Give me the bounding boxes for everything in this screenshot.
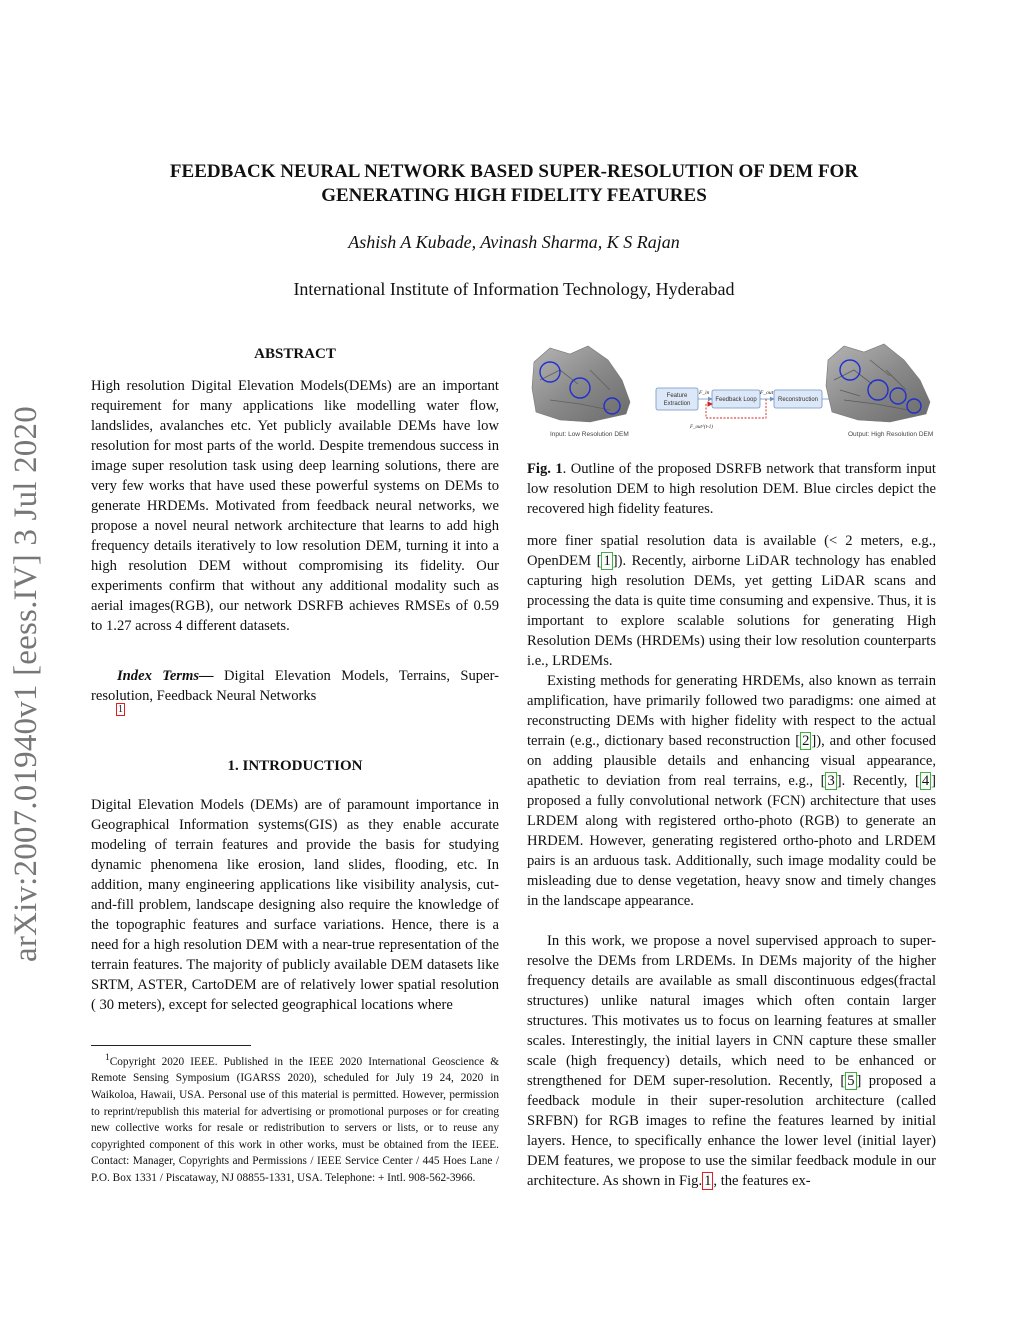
p4-text-a: In this work, we propose a novel supervised approach to super-resolve the DEMs from LRDEMs. In DEMs majority of the higher frequency details are available as small discontinuous edges(fractal structures) unlike natural images which often contain larger structures. This motivates us to focus on learning features at smaller scales. Interestingly, the initial layers in CNN capture these smaller scale (high frequency) details, which need to be enhanced or strengthened for DEM super-resolution. Recently, [	[527, 933, 936, 1089]
paper-title	[90, 160, 938, 208]
intro-paragraph-1: Digital Elevation Models (DEMs) are of paramount importance in Geographical Information systems(GIS) as they enable accurate modeling of terrain features and provide the basis for studying dynamic phenomena like erosion, land slides, flooding, etc. In addition, many engineering applications like visibility analysis, cut-and-fill problem, landscape designing also require the knowledge of the topographic features and surface variations. Hence, there is a need for a high resolution DEM with a near-true representation of the terrain features. The majority of publicly available DEM datasets like SRTM, ASTER, CartoDEM are of relatively lower spatial resolution ( 30 meters), except for selected geographical locations where	[91, 797, 499, 1013]
title-line-2: GENERATING HIGH FIDELITY FEATURES	[321, 185, 707, 206]
f-in-label: F_in	[699, 390, 710, 396]
p3-text-a: Existing methods for generating HRDEMs, also known as terrain amplification, have primarily followed two paradigms: one aimed at reconstructing DEMs with higher fidelity with respect to the actual terrain (e.g., dictionary based reconstruction [	[527, 673, 936, 749]
feedback-loop-label: Feedback Loop	[715, 397, 757, 403]
p3-text-b: ]), and other focused on adding plausible details and enhancing visual appearance, apathetic to deviation from real terrains, e.g., [	[527, 733, 936, 789]
arxiv-stamp-text: arXiv:2007.01940v1 [eess.IV] 3 Jul 2020	[8, 406, 44, 962]
arxiv-stamp	[2, 372, 50, 962]
figure-1-link[interactable]: 1	[704, 1173, 712, 1189]
p2-text-b: ]). Recently, airborne LiDAR technology has enabled capturing high resolution DEMs, yet getting LiDAR scans and processing the data is quite time consuming and expensive. Thus, it is important to explore scalable solutions for generating High Resolution DEMs (HRDEMs) using their low resolution counterparts i.e., LRDEMs.	[527, 553, 936, 669]
output-label: Output: High Resolution DEM	[848, 431, 934, 438]
p4-text-c: , the features ex-	[713, 1173, 811, 1189]
index-terms	[91, 666, 499, 706]
citation-1[interactable]: 1	[603, 553, 611, 569]
index-terms-text: Digital Elevation Models, Terrains, Super-resolution, Feedback Neural Networks	[91, 668, 499, 704]
p4-text-b: ] proposed a feedback module in their super-resolution architecture (called SRFBN) for RGB images to refine the features learned by initial layers. Hence, to specifically enhance the lower level (initial layer) DEM features, we propose to use the similar feedback module in our architecture. As shown in Fig.	[527, 1073, 936, 1189]
figure-1	[530, 340, 936, 446]
affiliation: International Institute of Information Technology, Hyderabad	[293, 279, 735, 299]
p3-text-c: ]. Recently, [	[836, 773, 920, 789]
citation-5[interactable]: 5	[847, 1073, 855, 1089]
figure-1-label: Fig. 1	[527, 461, 563, 477]
footnote-marker[interactable]	[116, 704, 125, 723]
intro-paragraph-3	[527, 671, 936, 911]
intro-heading: 1. INTRODUCTION	[227, 758, 363, 774]
reconstruction-label: Reconstruction	[777, 397, 819, 403]
intro-paragraph-2	[527, 531, 936, 671]
intro-paragraph-4	[527, 931, 936, 1191]
p2-text-a: more finer spatial resolution data is available (< 2 meters, e.g., OpenDEM [	[527, 533, 936, 569]
f-out-label: F_out	[760, 390, 774, 396]
input-terrain	[532, 346, 630, 422]
input-label: Input: Low Resolution DEM	[550, 431, 629, 438]
title-line-1: FEEDBACK NEURAL NETWORK BASED SUPER-RESOLUTION OF DEM FOR	[169, 161, 859, 182]
citation-2[interactable]: 2	[802, 733, 810, 749]
feature-extraction-label-2: Extraction	[663, 401, 691, 407]
citation-4[interactable]: 4	[921, 773, 930, 789]
f-prev-label: F_out^(t-1)	[690, 425, 713, 430]
citation-3[interactable]: 3	[827, 773, 835, 789]
copyright-footnote	[91, 1050, 499, 1187]
p3-text-d: ] proposed a fully convolutional network (FCN) architecture that uses LRDEM along with registered ortho-photo (RGB) to generate an HRDEM. However, generating registered ortho-photo and LRDEM pairs is an arduous task. Additionally, such image modality could be misleading due to dense vegetation, heavy snow and timely changes in the landscape appearance.	[527, 773, 937, 909]
index-terms-label: Index Terms—	[117, 668, 214, 684]
output-terrain	[826, 344, 930, 422]
authors: Ashish A Kubade, Avinash Sharma, K S Rajan	[348, 232, 680, 252]
abstract-text: High resolution Digital Elevation Models(DEMs) are an important requirement for many applications like modelling water flow, landslides, avalanches etc. Yet publicly available DEMs have low resolution for most parts of the world. Despite tremendous success in image super resolution task using deep learning solutions, there are very few works that have used these powerful systems on DEMs to generate HRDEMs. Motivated from feedback neural networks, we propose a novel neural network architecture that learns to add high frequency details iteratively to low resolution DEM, turning it into a high resolution DEM without compromising its fidelity. Our experiments confirm that without any additional modality such as aerial images(RGB), our network DSRFB achieves RMSEs of 0.59 to 1.27 across 4 different datasets.	[91, 378, 499, 634]
footnote-number: 1	[105, 1053, 110, 1063]
footnote-marker-label: 1	[118, 704, 123, 715]
feature-extraction-label-1: Feature	[666, 393, 688, 399]
footnote-text: Copyright 2020 IEEE. Published in the IEEE 2020 International Geoscience & Remote Sensing Symposium (IGARSS 2020), scheduled for July 19 24, 2020 in Waikoloa, Hawaii, USA. Personal use of this material is permitted. However, permission to reprint/republish this material for advertising or promotional purposes or for creating new collective works for resale or redistribution to servers or lists, or to reuse any copyrighted component of this work in other works, must be obtained from the IEEE. Contact: Manager, Copyrights and Permissions / IEEE Service Center / 445 Hoes Lane / P.O. Box 1331 / Piscataway, NJ 08855-1331, USA. Telephone: + Intl. 908-562-3966.	[91, 1055, 499, 1184]
figure-1-caption-text: . Outline of the proposed DSRFB network that transform input low resolution DEM to high resolution DEM. Blue circles depict the recovered high fidelity features.	[527, 461, 936, 517]
abstract-heading: ABSTRACT	[254, 346, 336, 362]
figure-1-diagram	[530, 340, 936, 446]
footnote-rule	[91, 1045, 251, 1046]
figure-1-caption	[527, 459, 936, 519]
